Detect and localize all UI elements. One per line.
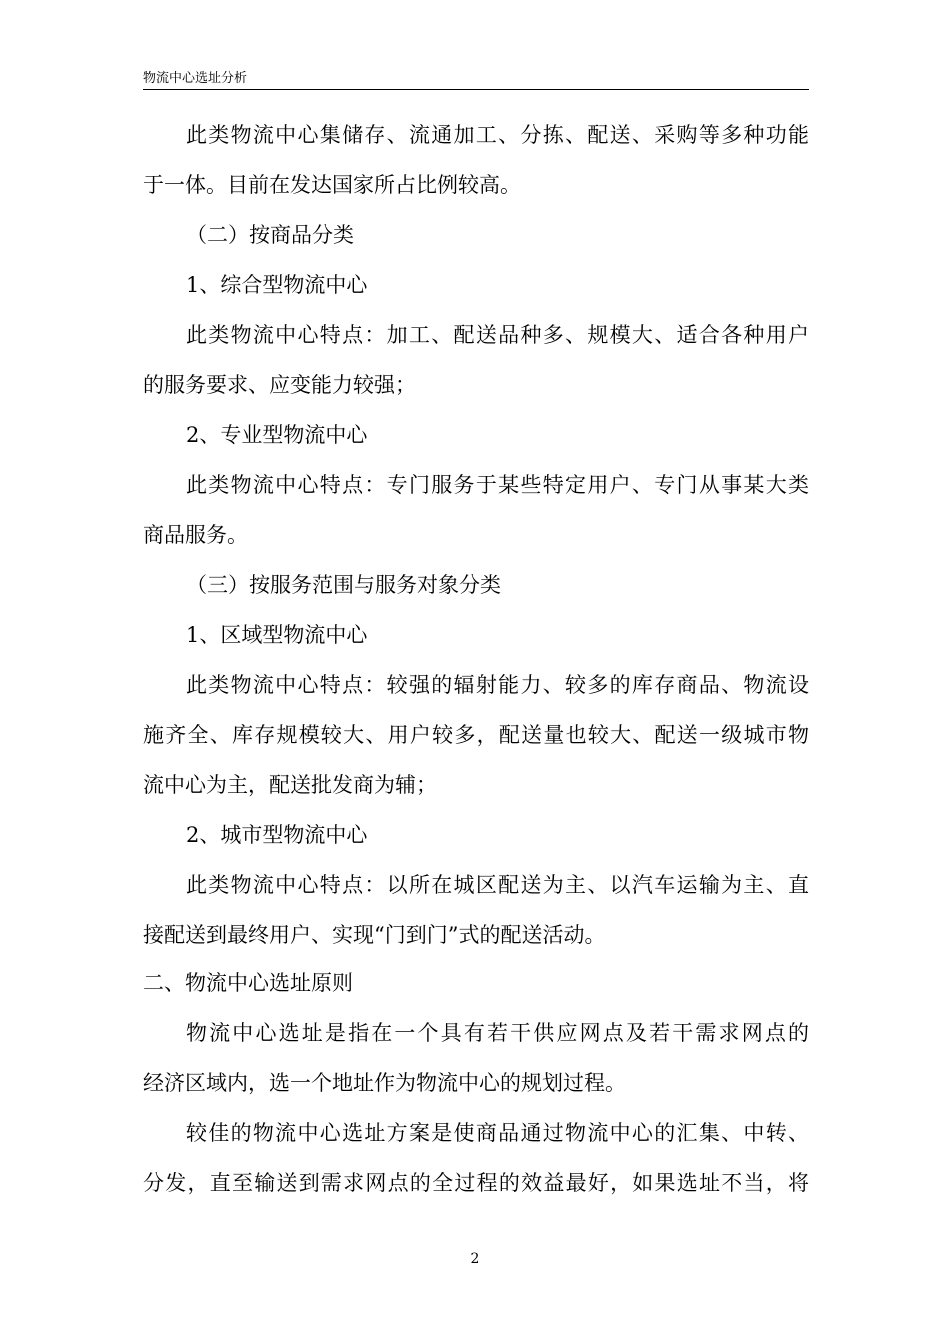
- running-header: 物流中心选址分析: [143, 71, 248, 86]
- body-line: 此类物流中心特点：加工、配送品种多、规模大、适合各种用户: [186, 323, 809, 347]
- subsection-heading: 1、区域型物流中心: [186, 623, 368, 647]
- body-line: 流中心为主，配送批发商为辅；: [143, 773, 437, 797]
- body-line: 的服务要求、应变能力较强；: [143, 373, 416, 397]
- section-heading: （三）按服务范围与服务对象分类: [186, 573, 501, 597]
- body-line: 此类物流中心特点：专门服务于某些特定用户、专门从事某大类: [186, 473, 809, 497]
- body-line: 商品服务。: [143, 523, 248, 547]
- body-line: 较佳的物流中心选址方案是使商品通过物流中心的汇集、中转、: [186, 1121, 809, 1145]
- page-number: 2: [470, 1251, 480, 1267]
- body-line: 接配送到最终用户、实现“门到门”式的配送活动。: [143, 923, 606, 947]
- subsection-heading: 2、专业型物流中心: [186, 423, 368, 447]
- subsection-heading: 2、城市型物流中心: [186, 823, 368, 847]
- body-line: 物流中心选址是指在一个具有若干供应网点及若干需求网点的: [186, 1021, 809, 1045]
- section-heading: （二）按商品分类: [186, 223, 354, 247]
- body-line: 此类物流中心集储存、流通加工、分拣、配送、采购等多种功能: [186, 123, 809, 147]
- body-line: 此类物流中心特点：以所在城区配送为主、以汽车运输为主、直: [186, 873, 809, 897]
- chapter-heading: 二、物流中心选址原则: [143, 971, 353, 995]
- body-line: 经济区域内，选一个地址作为物流中心的规划过程。: [143, 1071, 626, 1095]
- body-line: 施齐全、库存规模较大、用户较多，配送量也较大、配送一级城市物: [143, 723, 809, 747]
- body-line: 分发，直至输送到需求网点的全过程的效益最好，如果选址不当，将: [143, 1171, 809, 1195]
- body-line: 此类物流中心特点：较强的辐射能力、较多的库存商品、物流设: [186, 673, 809, 697]
- subsection-heading: 1、综合型物流中心: [186, 273, 368, 297]
- header-rule: [143, 89, 809, 90]
- body-line: 于一体。目前在发达国家所占比例较高。: [143, 173, 521, 197]
